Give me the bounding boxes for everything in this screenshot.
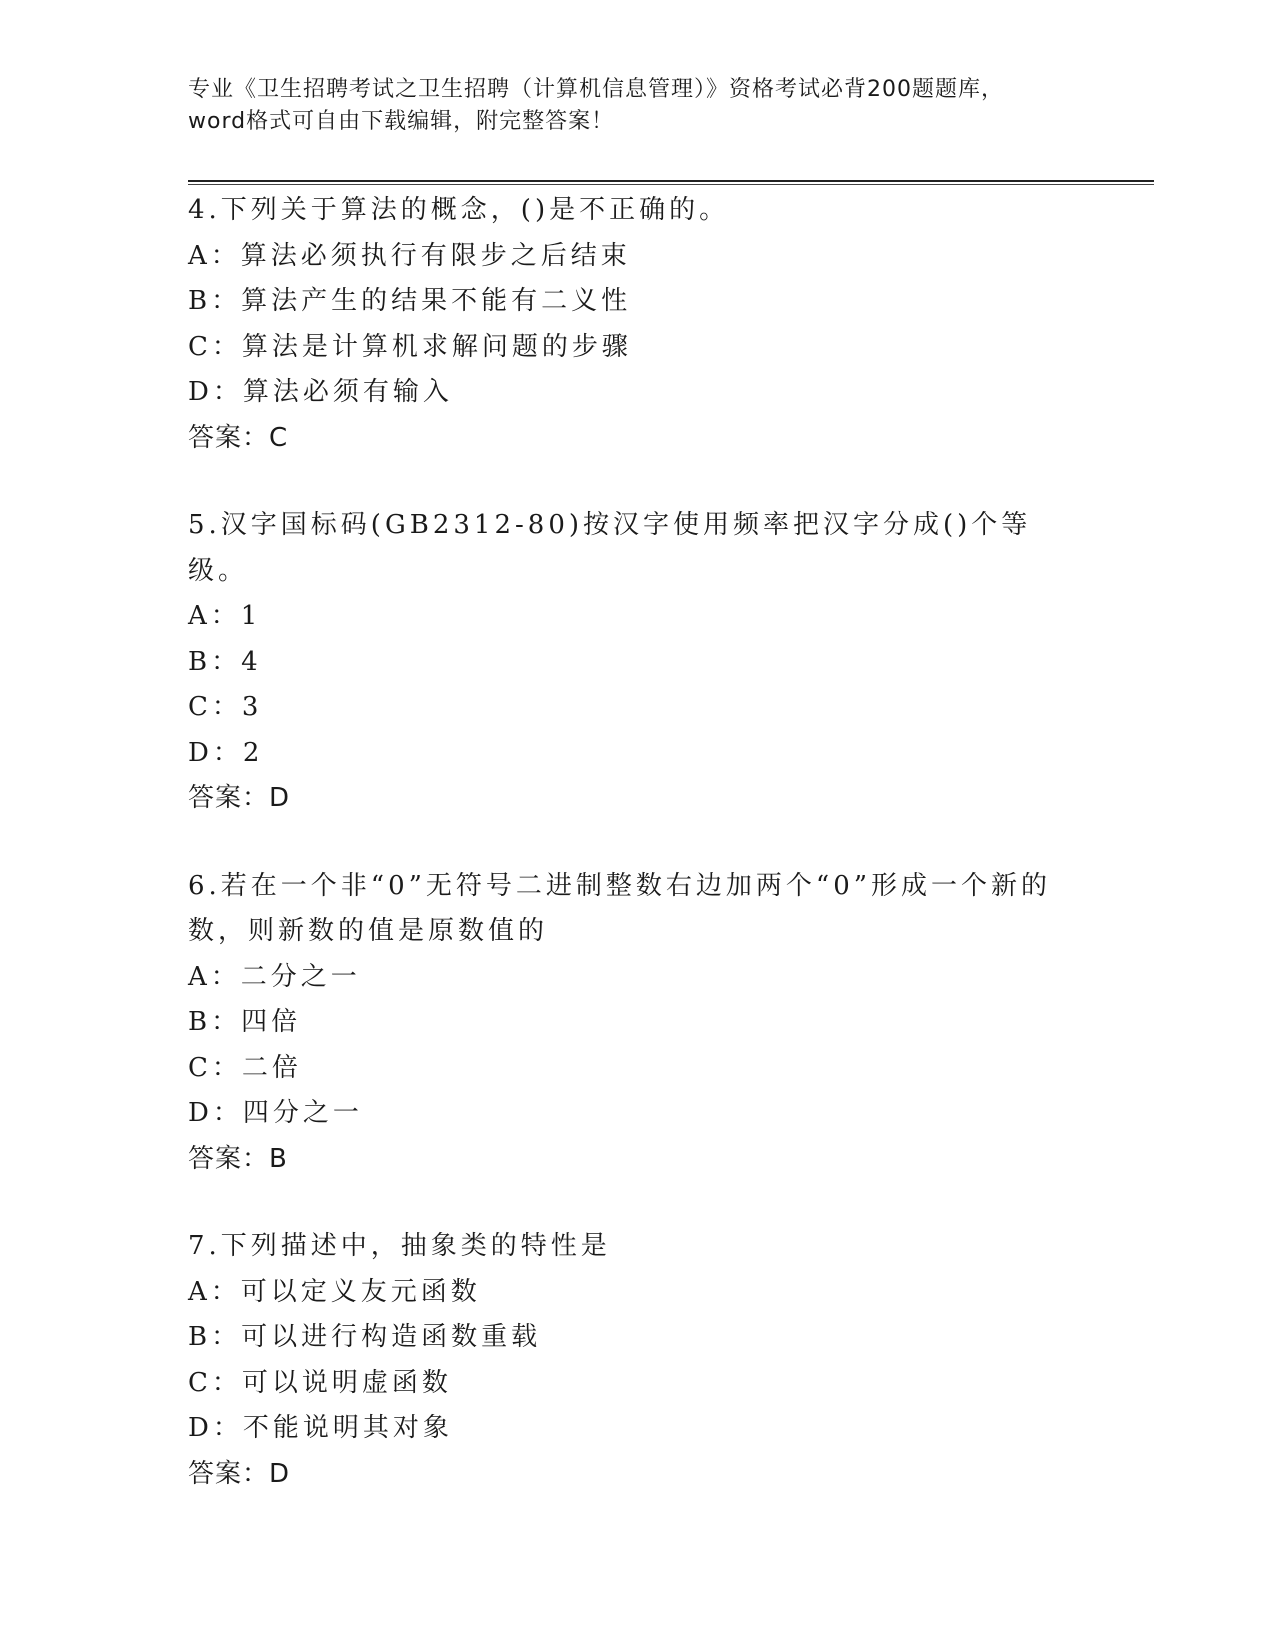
option-b: B：4	[188, 646, 262, 677]
question-item	[188, 503, 1088, 822]
answer-label: 答案：D	[188, 783, 291, 813]
option-b: B：四倍	[188, 1007, 302, 1037]
answer-label: 答案：D	[188, 1458, 291, 1489]
header-divider-thin	[188, 184, 1154, 185]
header-line-2: word格式可自由下载编辑，附完整答案！	[188, 109, 615, 134]
question-stem-continued: 数，则新数的值是原数值的	[188, 916, 549, 946]
question-stem: 5.汉字国标码(GB2312-80)按汉字使用频率把汉字分成()个等级。	[188, 510, 1032, 586]
header-line-1: 专业《卫生招聘考试之卫生招聘（计算机信息管理）》资格考试必背200题题库，	[188, 77, 1004, 102]
option-b: B：可以进行构造函数重载	[188, 1322, 542, 1352]
option-c: C：算法是计算机求解问题的步骤	[188, 331, 632, 362]
question-item	[188, 188, 1088, 461]
option-c: C：3	[188, 692, 263, 722]
question-item	[188, 864, 1088, 1183]
question-stem: 4.下列关于算法的概念，()是不正确的。	[188, 195, 730, 225]
option-b: B：算法产生的结果不能有二义性	[188, 286, 632, 316]
document-header	[188, 74, 1088, 138]
option-d: D：算法必须有输入	[188, 377, 453, 407]
question-list	[188, 188, 1088, 1539]
answer-label: 答案：C	[188, 422, 289, 453]
option-c: C：可以说明虚函数	[188, 1367, 452, 1398]
option-d: D：四分之一	[188, 1098, 363, 1128]
answer-label: 答案：B	[188, 1143, 288, 1174]
question-item	[188, 1224, 1088, 1497]
option-d: D：不能说明其对象	[188, 1413, 453, 1443]
question-stem: 6.若在一个非“0”无符号二进制整数右边加两个“0”形成一个新的	[188, 870, 1052, 901]
header-divider-thick	[188, 180, 1154, 182]
option-a: A：1	[188, 601, 262, 631]
option-d: D：2	[188, 737, 264, 768]
option-a: A：算法必须执行有限步之后结束	[188, 240, 631, 271]
option-c: C：二倍	[188, 1052, 302, 1083]
option-a: A：二分之一	[188, 961, 361, 992]
option-a: A：可以定义友元函数	[188, 1276, 481, 1307]
question-stem: 7.下列描述中，抽象类的特性是	[188, 1231, 611, 1261]
